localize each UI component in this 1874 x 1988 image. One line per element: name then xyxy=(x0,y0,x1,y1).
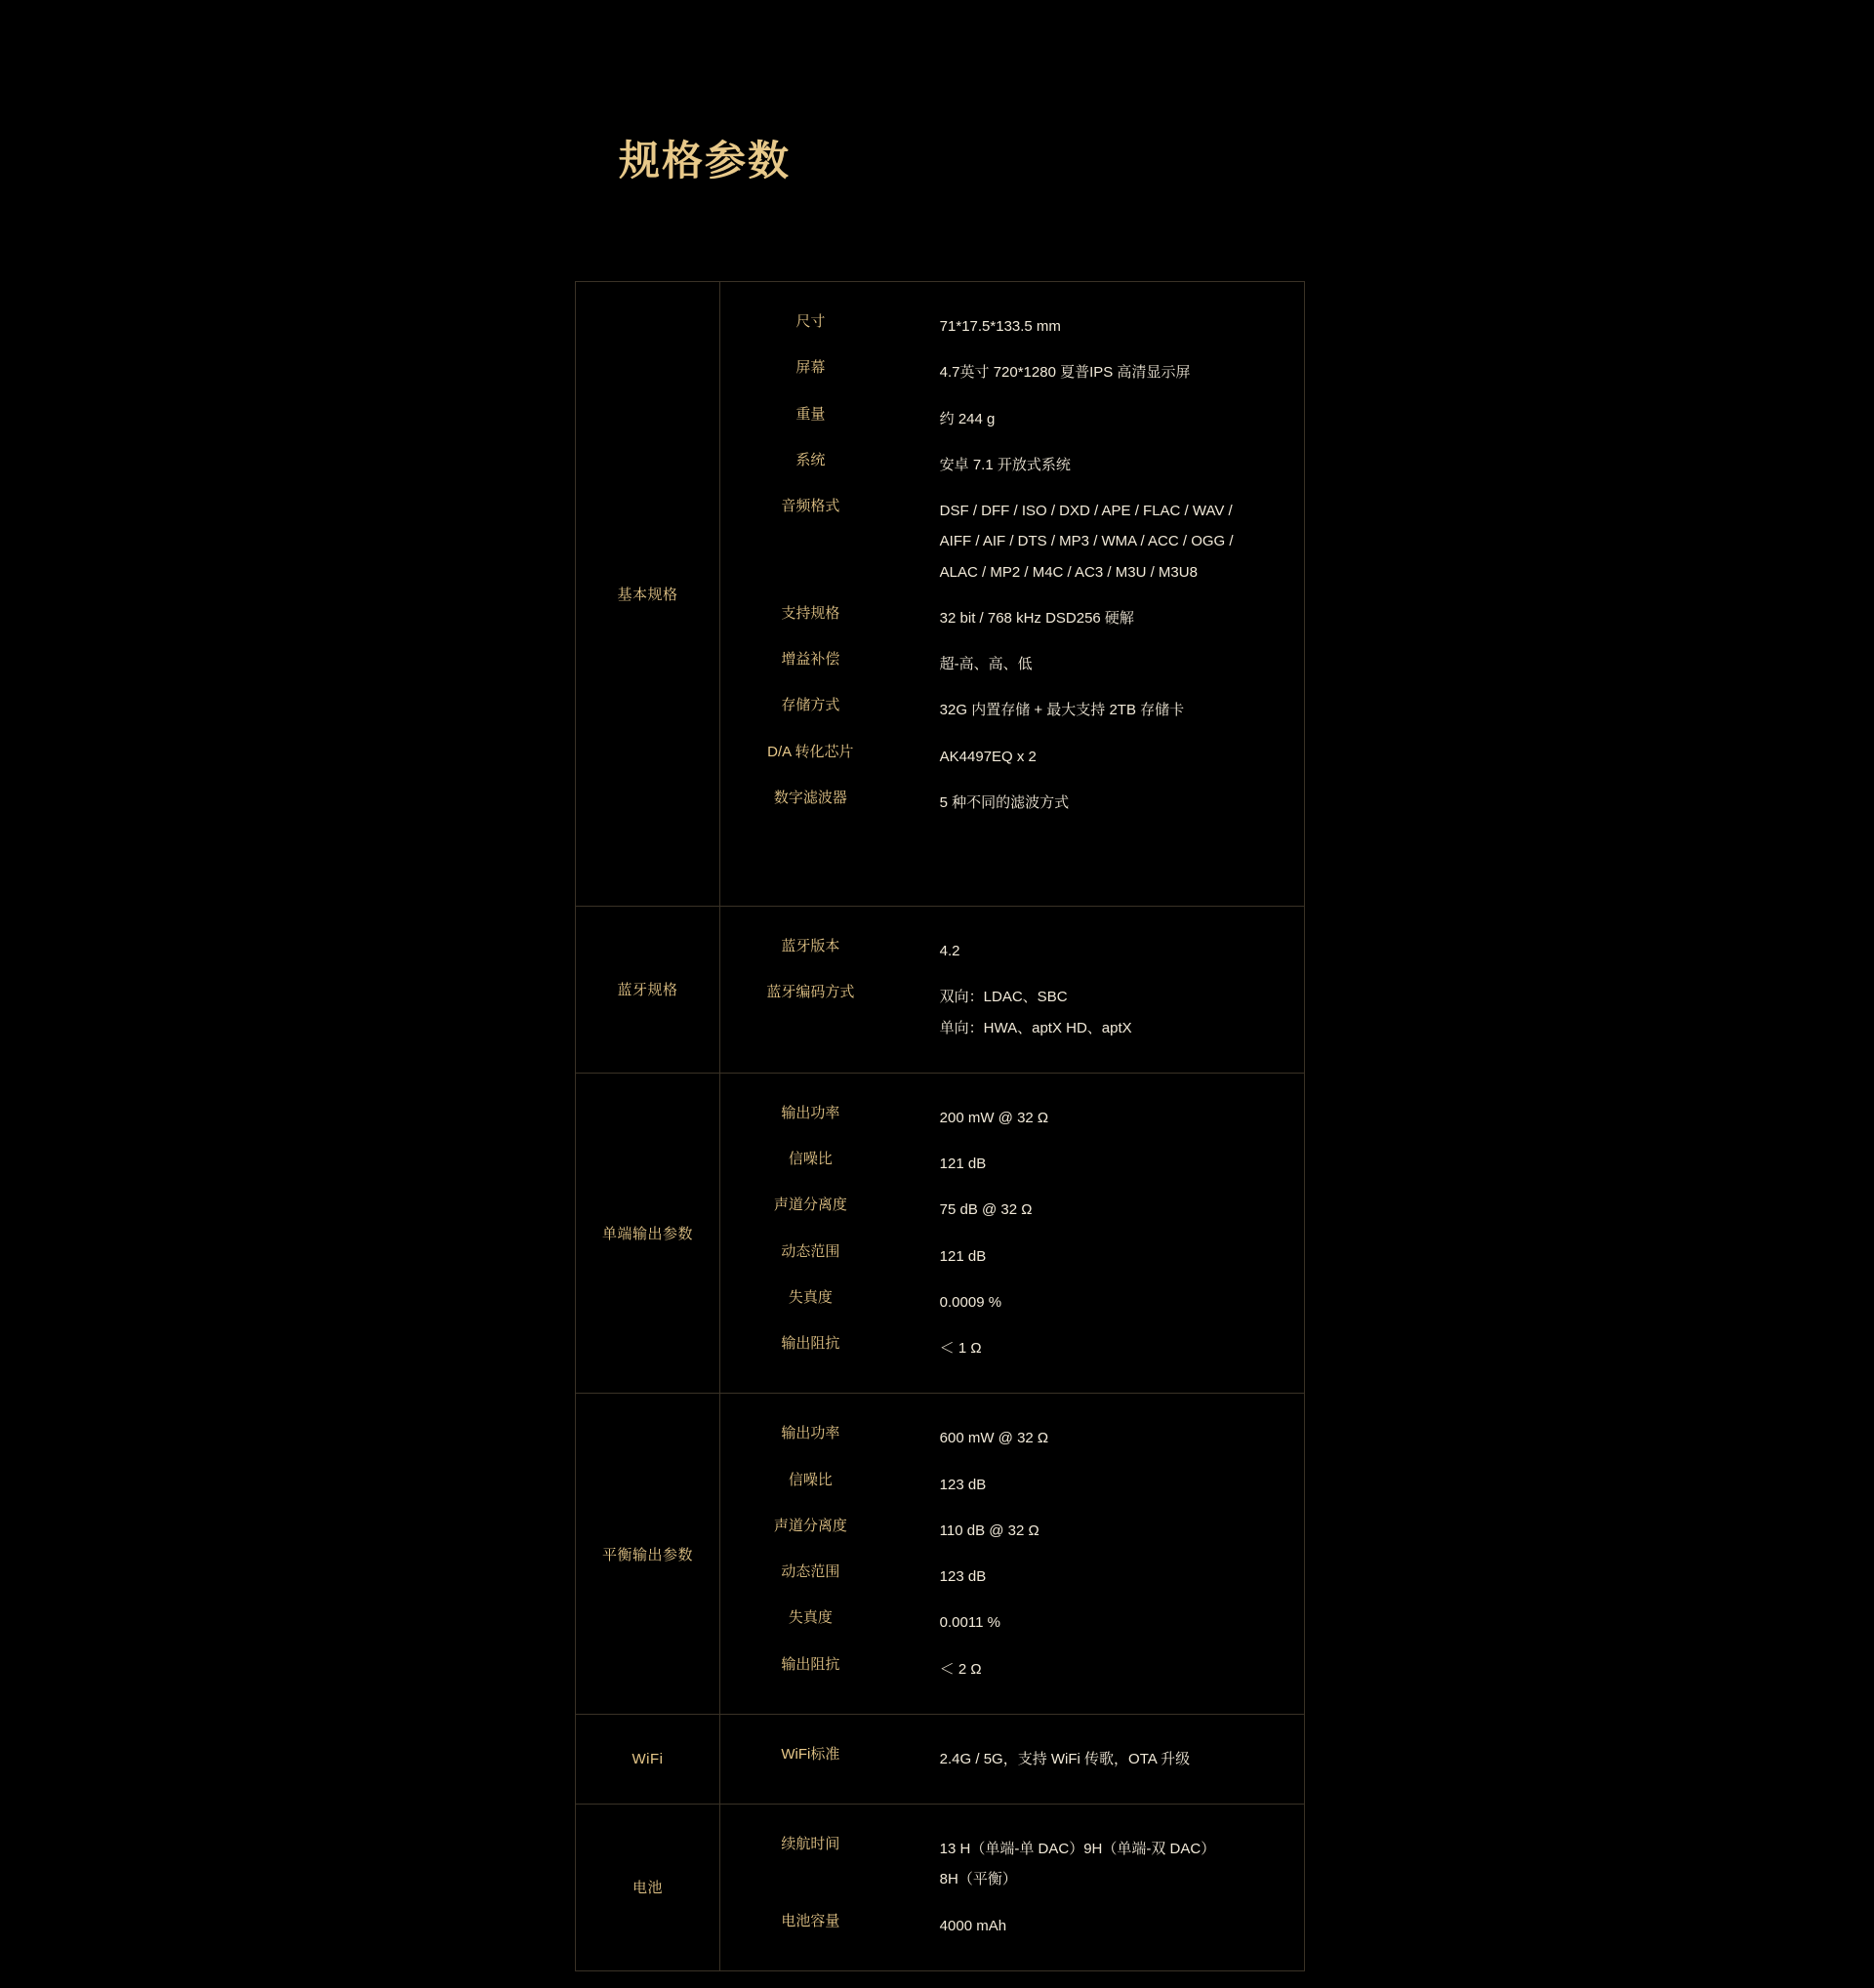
spec-value-line: 8H（平衡） xyxy=(939,1871,1017,1888)
spec-value-line: AIFF / AIF / DTS / MP3 / WMA / ACC / OGG / xyxy=(939,533,1234,550)
spec-value-line: 4000 mAh xyxy=(939,1917,1007,1934)
spec-row xyxy=(720,1826,1304,1903)
spec-value-line: 单向：HWA、aptX HD、aptX xyxy=(939,1019,1132,1036)
spec-list xyxy=(720,282,1304,906)
spec-key: 续航时间 xyxy=(781,1836,840,1852)
spec-row xyxy=(720,1600,1304,1645)
spec-row xyxy=(720,442,1304,488)
spec-key: 电池容量 xyxy=(781,1912,840,1929)
spec-value xyxy=(901,780,1304,826)
spec-row xyxy=(720,488,1304,595)
spec-value-line: 121 dB xyxy=(939,1156,987,1172)
spec-value xyxy=(901,1234,1304,1279)
spec-key: 输出功率 xyxy=(781,1425,840,1442)
category-cell: 单端输出参数 xyxy=(576,1073,720,1394)
spec-value-line: 4.2 xyxy=(939,943,960,959)
spec-row xyxy=(720,1903,1304,1949)
spec-value-line: 0.0009 % xyxy=(939,1293,1002,1311)
category-cell: WiFi xyxy=(576,1714,720,1804)
spacer xyxy=(720,826,1304,884)
spec-value-line: 约 244 g xyxy=(939,410,996,427)
spec-row xyxy=(720,1141,1304,1187)
spec-key: 动态范围 xyxy=(781,1563,840,1580)
spec-key: 声道分离度 xyxy=(773,1197,847,1214)
specifications-table xyxy=(575,281,1305,1971)
spec-value xyxy=(901,974,1304,1051)
spec-value-line: 123 dB xyxy=(939,1568,987,1585)
spec-key: WiFi标准 xyxy=(781,1745,840,1763)
spec-row xyxy=(720,1554,1304,1600)
spec-row xyxy=(720,974,1304,1051)
spec-group-cell xyxy=(720,907,1305,1074)
category-cell: 基本规格 xyxy=(576,282,720,907)
spec-value-line: 5 种不同的滤波方式 xyxy=(939,793,1070,811)
spec-value xyxy=(901,396,1304,442)
spec-value xyxy=(901,1554,1304,1600)
spec-value-line: 双向：LDAC、SBC xyxy=(939,989,1068,1006)
spec-value-line: ＜ 2 Ω xyxy=(939,1660,982,1678)
category-cell: 电池 xyxy=(576,1805,720,1971)
spec-row xyxy=(720,1095,1304,1141)
spec-key: 输出阻抗 xyxy=(781,1655,840,1673)
spec-value xyxy=(901,595,1304,641)
spec-row xyxy=(720,1325,1304,1371)
spec-value xyxy=(901,1508,1304,1554)
spec-value xyxy=(901,1462,1304,1508)
table-row xyxy=(576,1805,1305,1971)
spec-value-line: 32G 内置存储 + 最大支持 2TB 存储卡 xyxy=(939,702,1185,719)
spec-row xyxy=(720,396,1304,442)
spec-key: 失真度 xyxy=(788,1609,833,1627)
spec-value-line: 0.0011 % xyxy=(939,1614,1000,1632)
spec-value-line: 4.7英寸 720*1280 夏普IPS 高清显示屏 xyxy=(939,364,1191,382)
spec-key: 声道分离度 xyxy=(773,1517,847,1534)
spec-row xyxy=(720,780,1304,826)
spec-row xyxy=(720,734,1304,780)
spec-row xyxy=(720,1736,1304,1782)
spec-key: 音频格式 xyxy=(781,498,840,514)
spec-group-cell xyxy=(720,1714,1305,1804)
spec-key: 增益补偿 xyxy=(781,651,840,668)
table-row xyxy=(576,1394,1305,1715)
spec-row xyxy=(720,1234,1304,1279)
spec-key: 系统 xyxy=(795,451,826,468)
spec-value-line: 600 mW @ 32 Ω xyxy=(939,1430,1049,1447)
table-row xyxy=(576,907,1305,1074)
spec-key: 动态范围 xyxy=(781,1242,840,1260)
spec-group-cell xyxy=(720,282,1305,907)
spec-list xyxy=(720,1074,1304,1394)
table-row xyxy=(576,282,1305,907)
spec-value xyxy=(901,1600,1304,1645)
spec-row xyxy=(720,1187,1304,1233)
spec-value xyxy=(901,1279,1304,1325)
spec-list xyxy=(720,1805,1304,1970)
spec-value xyxy=(901,1415,1304,1461)
spec-value-line: 110 dB @ 32 Ω xyxy=(939,1521,1039,1539)
spec-row xyxy=(720,595,1304,641)
spec-value xyxy=(901,1903,1304,1949)
spec-row xyxy=(720,304,1304,349)
spec-row xyxy=(720,687,1304,733)
spec-key: 蓝牙版本 xyxy=(781,938,840,954)
table-row xyxy=(576,1714,1305,1804)
spec-row xyxy=(720,641,1304,687)
spec-key: 信噪比 xyxy=(788,1471,833,1488)
spec-row xyxy=(720,1646,1304,1692)
spec-value xyxy=(901,641,1304,687)
spec-value xyxy=(901,488,1304,595)
spec-key: 屏幕 xyxy=(795,359,826,377)
spec-key: 蓝牙编码方式 xyxy=(766,984,855,1001)
specifications-body xyxy=(576,282,1305,1971)
spec-list xyxy=(720,1394,1304,1714)
spec-value-line: ＜ 1 Ω xyxy=(939,1340,982,1357)
spec-value-line: DSF / DFF / ISO / DXD / APE / FLAC / WAV / xyxy=(939,503,1233,519)
spec-value xyxy=(901,442,1304,488)
spec-value-line: 71*17.5*133.5 mm xyxy=(939,318,1061,335)
spec-value xyxy=(901,1187,1304,1233)
spec-value xyxy=(901,304,1304,349)
spec-key: 尺寸 xyxy=(795,313,826,330)
category-cell: 蓝牙规格 xyxy=(576,907,720,1074)
spec-list xyxy=(720,1715,1304,1804)
spec-row xyxy=(720,1415,1304,1461)
spec-value-line: 123 dB xyxy=(939,1476,987,1493)
spec-value-line: 121 dB xyxy=(939,1247,987,1265)
spec-value-line: 13 H（单端-单 DAC）9H（单端-双 DAC） xyxy=(939,1841,1216,1857)
spec-key: 重量 xyxy=(795,405,826,423)
spec-key: 失真度 xyxy=(788,1288,833,1306)
category-cell: 平衡输出参数 xyxy=(576,1394,720,1715)
spec-key: 输出功率 xyxy=(781,1104,840,1121)
spec-row xyxy=(720,1462,1304,1508)
spec-list xyxy=(720,907,1304,1073)
spec-value-line: 75 dB @ 32 Ω xyxy=(939,1201,1033,1219)
spec-value xyxy=(901,1646,1304,1692)
page-title: 规格参数 xyxy=(619,138,792,183)
spec-value xyxy=(901,1325,1304,1371)
spec-value-line: AK4497EQ x 2 xyxy=(939,748,1037,765)
spec-value xyxy=(901,1095,1304,1141)
spec-value xyxy=(901,1141,1304,1187)
spec-value xyxy=(901,928,1304,974)
spec-value-line: 安卓 7.1 开放式系统 xyxy=(939,456,1071,473)
spec-group-cell xyxy=(720,1394,1305,1715)
spec-value-line: 200 mW @ 32 Ω xyxy=(939,1109,1049,1126)
spec-row xyxy=(720,928,1304,974)
spec-value-line: ALAC / MP2 / M4C / AC3 / M3U / M3U8 xyxy=(939,563,1198,581)
spec-group-cell xyxy=(720,1073,1305,1394)
spec-value-line: 超-高、高、低 xyxy=(939,656,1033,672)
spec-value-line: 32 bit / 768 kHz DSD256 硬解 xyxy=(939,609,1134,627)
spec-value xyxy=(901,734,1304,780)
spec-key: 数字滤波器 xyxy=(773,789,847,806)
spec-row xyxy=(720,349,1304,395)
spec-value-line: 2.4G / 5G，支持 WiFi 传歌，OTA 升级 xyxy=(939,1750,1191,1767)
spec-group-cell xyxy=(720,1805,1305,1971)
spec-key: 支持规格 xyxy=(781,604,840,622)
table-row xyxy=(576,1073,1305,1394)
spec-value xyxy=(901,1736,1304,1782)
spec-key: 输出阻抗 xyxy=(781,1335,840,1352)
spec-value xyxy=(901,349,1304,395)
spec-key: D/A 转化芯片 xyxy=(767,743,854,760)
spec-row xyxy=(720,1279,1304,1325)
spec-key: 存储方式 xyxy=(781,697,840,714)
spec-row xyxy=(720,1508,1304,1554)
spec-key: 信噪比 xyxy=(788,1151,833,1167)
spec-value xyxy=(901,1826,1304,1903)
spec-value xyxy=(901,687,1304,733)
